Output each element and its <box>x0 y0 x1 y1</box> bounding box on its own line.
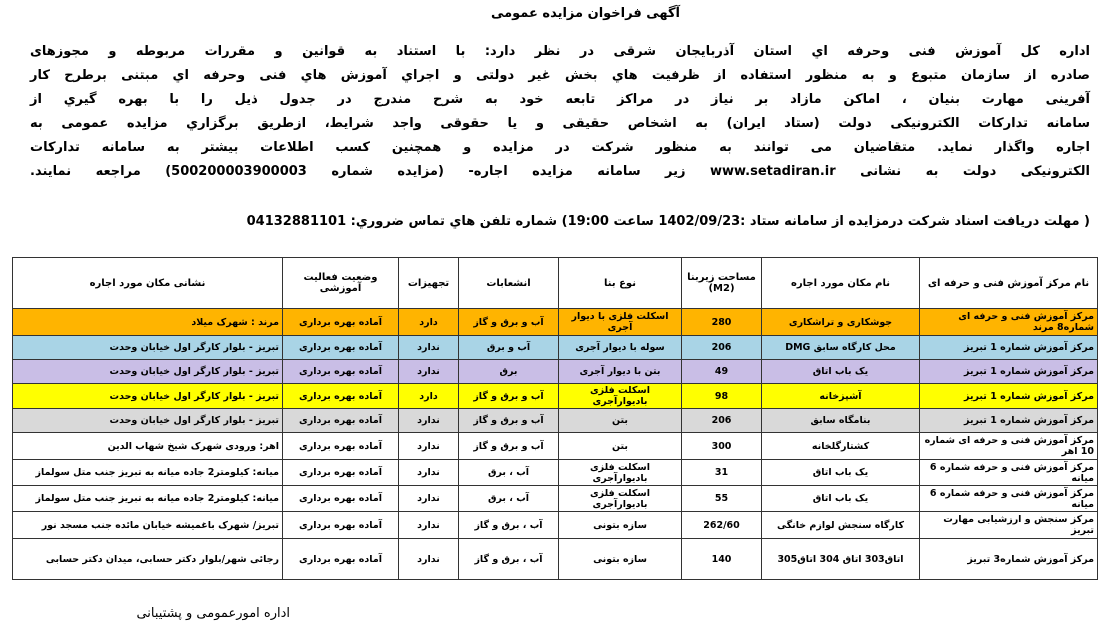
table-cell: آب و برق و گاز <box>459 309 559 336</box>
table-cell: اتاق303 اتاق 304 اتاق305 <box>762 539 920 580</box>
table-row <box>13 309 1098 336</box>
table-cell: آب و برق <box>459 336 559 360</box>
table-cell: آماده بهره برداری <box>283 309 399 336</box>
table-cell: ندارد <box>399 433 459 460</box>
table-cell: اهر: ورودی شهرک شیخ شهاب الدین <box>13 433 283 460</box>
column-header: تجهیزات <box>399 258 459 309</box>
column-header: نام مرکز آموزش فنی و حرفه ای <box>920 258 1098 309</box>
table-cell: آب ، برق <box>459 486 559 512</box>
table-row <box>13 360 1098 384</box>
table-cell: 206 <box>682 409 762 433</box>
table-row <box>13 433 1098 460</box>
table-row <box>13 384 1098 409</box>
table-cell: تبریز - بلوار کارگر اول خیابان وحدت <box>13 336 283 360</box>
table-cell: آماده بهره برداری <box>283 384 399 409</box>
table-cell: میانه: کیلومتر2 جاده میانه به تبریز جنب متل سولماز <box>13 486 283 512</box>
table-cell: اسکلت فلزی بادیوارآجری <box>559 460 682 486</box>
announcement-line: سامانه تدارکات الکترونیکی دولت (ستاد ایران) به اشخاص حقیقی و یا حقوقی واجد شرایط، ازطریق برگزاري مزایده عمومی به <box>30 116 1090 131</box>
table-cell: تبریز - بلوار کارگر اول خیابان وحدت <box>13 360 283 384</box>
table-cell: بتن <box>559 409 682 433</box>
table-cell: یک باب اتاق <box>762 360 920 384</box>
column-header: نوع بنا <box>559 258 682 309</box>
announcement-line: صادره از سازمان متبوع و به منظور استفاده از ظرفیت هاي بخش غیر دولتی و اجراي آموزش هاي فنی وحرفه اي مبتنی برطرح کار <box>30 68 1090 83</box>
table-cell: میانه: کیلومتر2 جاده میانه به تبریز جنب متل سولماز <box>13 460 283 486</box>
announcement-line: آفرینی مهارت بنیان ، اماکن مازاد بر نیاز در مراکز تابعه خود به شرح مندرج در جدول ذیل را با بهره گیري از <box>30 92 1090 107</box>
announcement-body <box>30 40 1090 184</box>
table-cell: مرکز آموزش فنی و حرفه شماره 6 میانه <box>920 460 1098 486</box>
table-cell: آماده بهره برداری <box>283 460 399 486</box>
table-row <box>13 409 1098 433</box>
table-row <box>13 539 1098 580</box>
table-cell: تبریز/ شهرک باغمیشه خیابان مائده جنب مسجد نور <box>13 512 283 539</box>
column-header: نام مکان مورد اجاره <box>762 258 920 309</box>
column-header: مساحت زیربنا (M2) <box>682 258 762 309</box>
page-title: آگهی فراخوان مزایده عمومی <box>490 6 680 21</box>
table-cell: آب ، برق و گاز <box>459 512 559 539</box>
table-cell: مرکز آموزش شماره3 تبریز <box>920 539 1098 580</box>
table-cell: بنامگاه سابق <box>762 409 920 433</box>
table-cell: ندارد <box>399 336 459 360</box>
column-header: انشعابات <box>459 258 559 309</box>
table-cell: یک باب اتاق <box>762 460 920 486</box>
table-cell: آماده بهره برداری <box>283 336 399 360</box>
table-cell: 280 <box>682 309 762 336</box>
table-cell: اسکلت فلزی بادیوارآجری <box>559 486 682 512</box>
table-cell: آب ، برق <box>459 460 559 486</box>
table-cell: دارد <box>399 309 459 336</box>
table-cell: اسکلت فلزی بادیوارآجری <box>559 384 682 409</box>
table-cell: مرکز آموزش شماره 1 تبریز <box>920 409 1098 433</box>
table-cell: آب و برق و گاز <box>459 409 559 433</box>
table-cell: اسکلت فلزی با دیوار آجری <box>559 309 682 336</box>
table-cell: مرکز آموزش فنی و حرفه ای شماره 10 اهر <box>920 433 1098 460</box>
table-cell: تبریز - بلوار کارگر اول خیابان وحدت <box>13 409 283 433</box>
table-cell: مرند : شهرک میلاد <box>13 309 283 336</box>
table-row <box>13 486 1098 512</box>
table-cell: آشپزخانه <box>762 384 920 409</box>
table-cell: ندارد <box>399 460 459 486</box>
announcement-line: اجاره واگذار نماید. متقاضیان می توانند به منظور شرکت در مزایده و همچنین کسب اطلاعات بیشتر به سامانه تدارکات <box>30 140 1090 155</box>
table-cell: آب و برق و گاز <box>459 433 559 460</box>
table-cell: آماده بهره برداری <box>283 512 399 539</box>
table-cell: 98 <box>682 384 762 409</box>
table-cell: مرکز آموزش فنی و حرفه ای شماره8 مرند <box>920 309 1098 336</box>
table-cell: مرکز آموزش شماره 1 تبریز <box>920 384 1098 409</box>
table-cell: آماده بهره برداری <box>283 409 399 433</box>
table-cell: بتن با دیوار آجری <box>559 360 682 384</box>
table-cell: 262/60 <box>682 512 762 539</box>
footer-signature: اداره امورعمومی و پشتیبانی <box>136 606 290 621</box>
table-cell: ندارد <box>399 486 459 512</box>
table-row <box>13 336 1098 360</box>
table-cell: مرکز سنجش و ارزشیابی مهارت تبریز <box>920 512 1098 539</box>
table-cell: سازه بتونی <box>559 512 682 539</box>
table-header-row <box>13 258 1098 309</box>
table-cell: برق <box>459 360 559 384</box>
table-cell: آب و برق و گاز <box>459 384 559 409</box>
table-cell: کارگاه سنجش لوازم خانگی <box>762 512 920 539</box>
table-cell: 55 <box>682 486 762 512</box>
table-cell: ندارد <box>399 512 459 539</box>
table-cell: 300 <box>682 433 762 460</box>
table-cell: تبریز - بلوار کارگر اول خیابان وحدت <box>13 384 283 409</box>
table-cell: 140 <box>682 539 762 580</box>
announcement-line: اداره کل آموزش فنی وحرفه اي استان آذربايجان شرقی در نظر دارد: با استناد به قوانین و مقررات مربوطه و مجوزهای <box>30 44 1090 59</box>
table-cell: کشتارگلخانه <box>762 433 920 460</box>
table-cell: دارد <box>399 384 459 409</box>
table-cell: 31 <box>682 460 762 486</box>
table-cell: محل کارگاه سابق DMG <box>762 336 920 360</box>
table-cell: بتن <box>559 433 682 460</box>
table-row <box>13 512 1098 539</box>
table-cell: مرکز آموزش شماره 1 تبریز <box>920 336 1098 360</box>
table-cell: جوشکاری و تراشکاری <box>762 309 920 336</box>
auction-table <box>12 257 1098 580</box>
table-cell: سوله با دیوار آجری <box>559 336 682 360</box>
column-header: وضعیت فعالیت آموزشی <box>283 258 399 309</box>
table-cell: ندارد <box>399 539 459 580</box>
table-body <box>13 309 1098 580</box>
table-cell: 206 <box>682 336 762 360</box>
table-cell: سازه بتونی <box>559 539 682 580</box>
announcement-line: الکترونیکی دولت به نشانی www.setadiran.ir زیر سامانه مزایده اجاره- (مزایده شماره 500200003900003) مراجعه نمایند. <box>30 164 1090 179</box>
table-cell: آماده بهره برداری <box>283 433 399 460</box>
column-header: نشانی مکان مورد اجاره <box>13 258 283 309</box>
table-cell: آماده بهره برداری <box>283 539 399 580</box>
table-cell: مرکز آموزش شماره 1 تبریز <box>920 360 1098 384</box>
table-cell: آب ، برق و گاز <box>459 539 559 580</box>
table-cell: رجائی شهر/بلوار دکتر حسابی، میدان دکتر حسابی <box>13 539 283 580</box>
table-cell: ندارد <box>399 360 459 384</box>
table-cell: مرکز آموزش فنی و حرفه شماره 6 میانه <box>920 486 1098 512</box>
table-cell: آماده بهره برداری <box>283 360 399 384</box>
deadline-line: ( مهلت دریافت اسناد شرکت درمزایده از سامانه ستاد :1402/09/23 ساعت 19:00) شماره تلفن هاي تماس ضروري: 04132881101 <box>246 214 1090 229</box>
table-cell: آماده بهره برداری <box>283 486 399 512</box>
table-cell: 49 <box>682 360 762 384</box>
table-cell: ندارد <box>399 409 459 433</box>
table-cell: یک باب اتاق <box>762 486 920 512</box>
table-row <box>13 460 1098 486</box>
